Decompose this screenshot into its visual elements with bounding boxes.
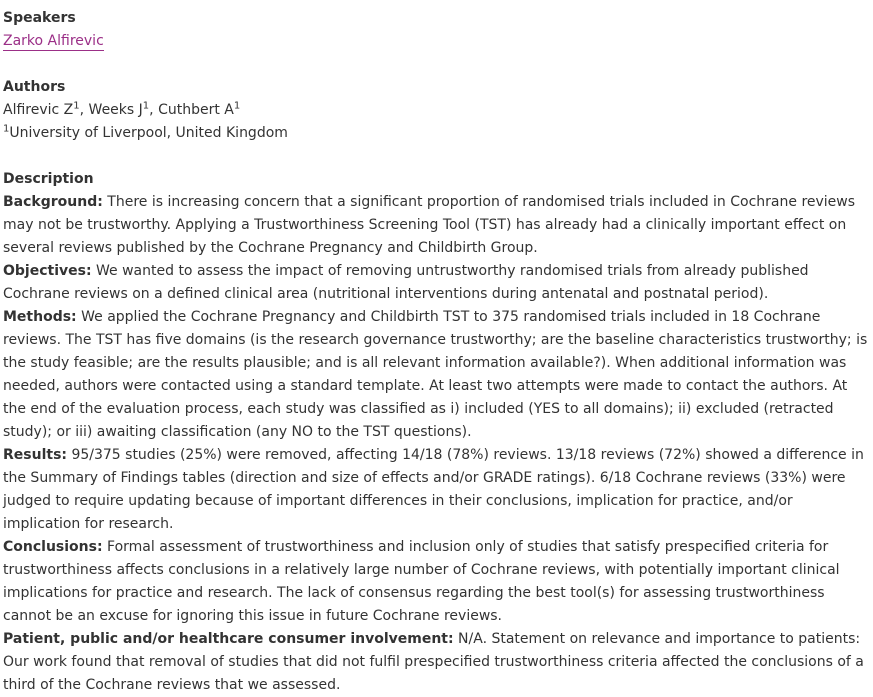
description-section (3, 168, 869, 697)
authors-heading: Authors (3, 79, 66, 95)
methods-paragraph (3, 306, 869, 444)
speakers-heading: Speakers (3, 10, 76, 26)
conclusions-paragraph (3, 536, 869, 628)
speaker-link[interactable]: Zarko Alfirevic (3, 33, 104, 49)
affiliation-marker: 1 (3, 123, 10, 135)
author-name: Weeks J (88, 102, 143, 118)
affiliation (3, 122, 869, 145)
objectives-text: We wanted to assess the impact of removing untrustworthy randomised trials from already published Cochrane reviews on a defined clinical area (nutritional interventions during antenatal and postnatal period). (3, 263, 809, 302)
author-list (3, 99, 869, 122)
author-name: Alfirevic Z (3, 102, 74, 118)
methods-text: We applied the Cochrane Pregnancy and Childbirth TST to 375 randomised trials included in 18 Cochrane reviews. The TST has five domains (is the research governance trustworthy; are the baseline characteristics trustworthy; is the study feasible; are the results plausible; and is all relevant information available?). When additional information was needed, authors were contacted using a standard template. At least two attempts were made to contact the authors. At the end of the evaluation process, each study was classified as i) included (YES to all domains); ii) excluded (retracted study); or iii) awaiting classification (any NO to the TST questions). (3, 309, 868, 440)
author-separator: , (79, 102, 89, 118)
background-label: Background: (3, 194, 103, 210)
background-text: There is increasing concern that a significant proportion of randomised trials included in Cochrane reviews may not be trustworthy. Applying a Trustworthiness Screening Tool (TST) has already had a clinically important effect on several reviews published by the Cochrane Pregnancy and Childbirth Group. (3, 194, 856, 256)
author-name: Cuthbert A (158, 102, 234, 118)
consumer-involvement-paragraph (3, 628, 869, 697)
abstract-page (3, 7, 869, 697)
conclusions-text: Formal assessment of trustworthiness and inclusion only of studies that satisfy prespecified criteria for trustworthiness affects conclusions in a relatively large number of Cochrane reviews, with potentially important clinical implications for practice and research. The lack of consensus regarding the best tool(s) for assessing trustworthiness cannot be an excuse for ignoring this issue in future Cochrane reviews. (3, 539, 840, 624)
speakers-section (3, 7, 869, 53)
conclusions-label: Conclusions: (3, 539, 103, 555)
background-paragraph (3, 191, 869, 260)
consumer-involvement-label: Patient, public and/or healthcare consumer involvement: (3, 631, 454, 647)
author-affil-marker: 1 (142, 100, 150, 112)
affiliation-text: University of Liverpool, United Kingdom (9, 125, 288, 141)
author-affil-marker: 1 (233, 100, 241, 112)
results-label: Results: (3, 447, 67, 463)
results-text: 95/375 studies (25%) were removed, affecting 14/18 (78%) reviews. 13/18 reviews (72%) showed a difference in the Summary of Findings tables (direction and size of effects and/or GRADE ratings). 6/18 Cochrane reviews (33%) were judged to require updating because of important differences in their conclusions, implication for practice, and/or implication for research. (3, 447, 864, 532)
author-affil-marker: 1 (73, 100, 80, 112)
results-paragraph (3, 444, 869, 536)
consumer-involvement-text: N/A. Statement on relevance and importance to patients: Our work found that removal of studies that did not fulfil prespecified trustworthiness criteria affected the conclusions of a third of the Cochrane reviews that we assessed. (3, 631, 864, 693)
description-heading: Description (3, 171, 94, 187)
objectives-label: Objectives: (3, 263, 92, 279)
objectives-paragraph (3, 260, 869, 306)
methods-label: Methods: (3, 309, 77, 325)
author-separator: , (149, 102, 159, 118)
authors-section (3, 76, 869, 145)
